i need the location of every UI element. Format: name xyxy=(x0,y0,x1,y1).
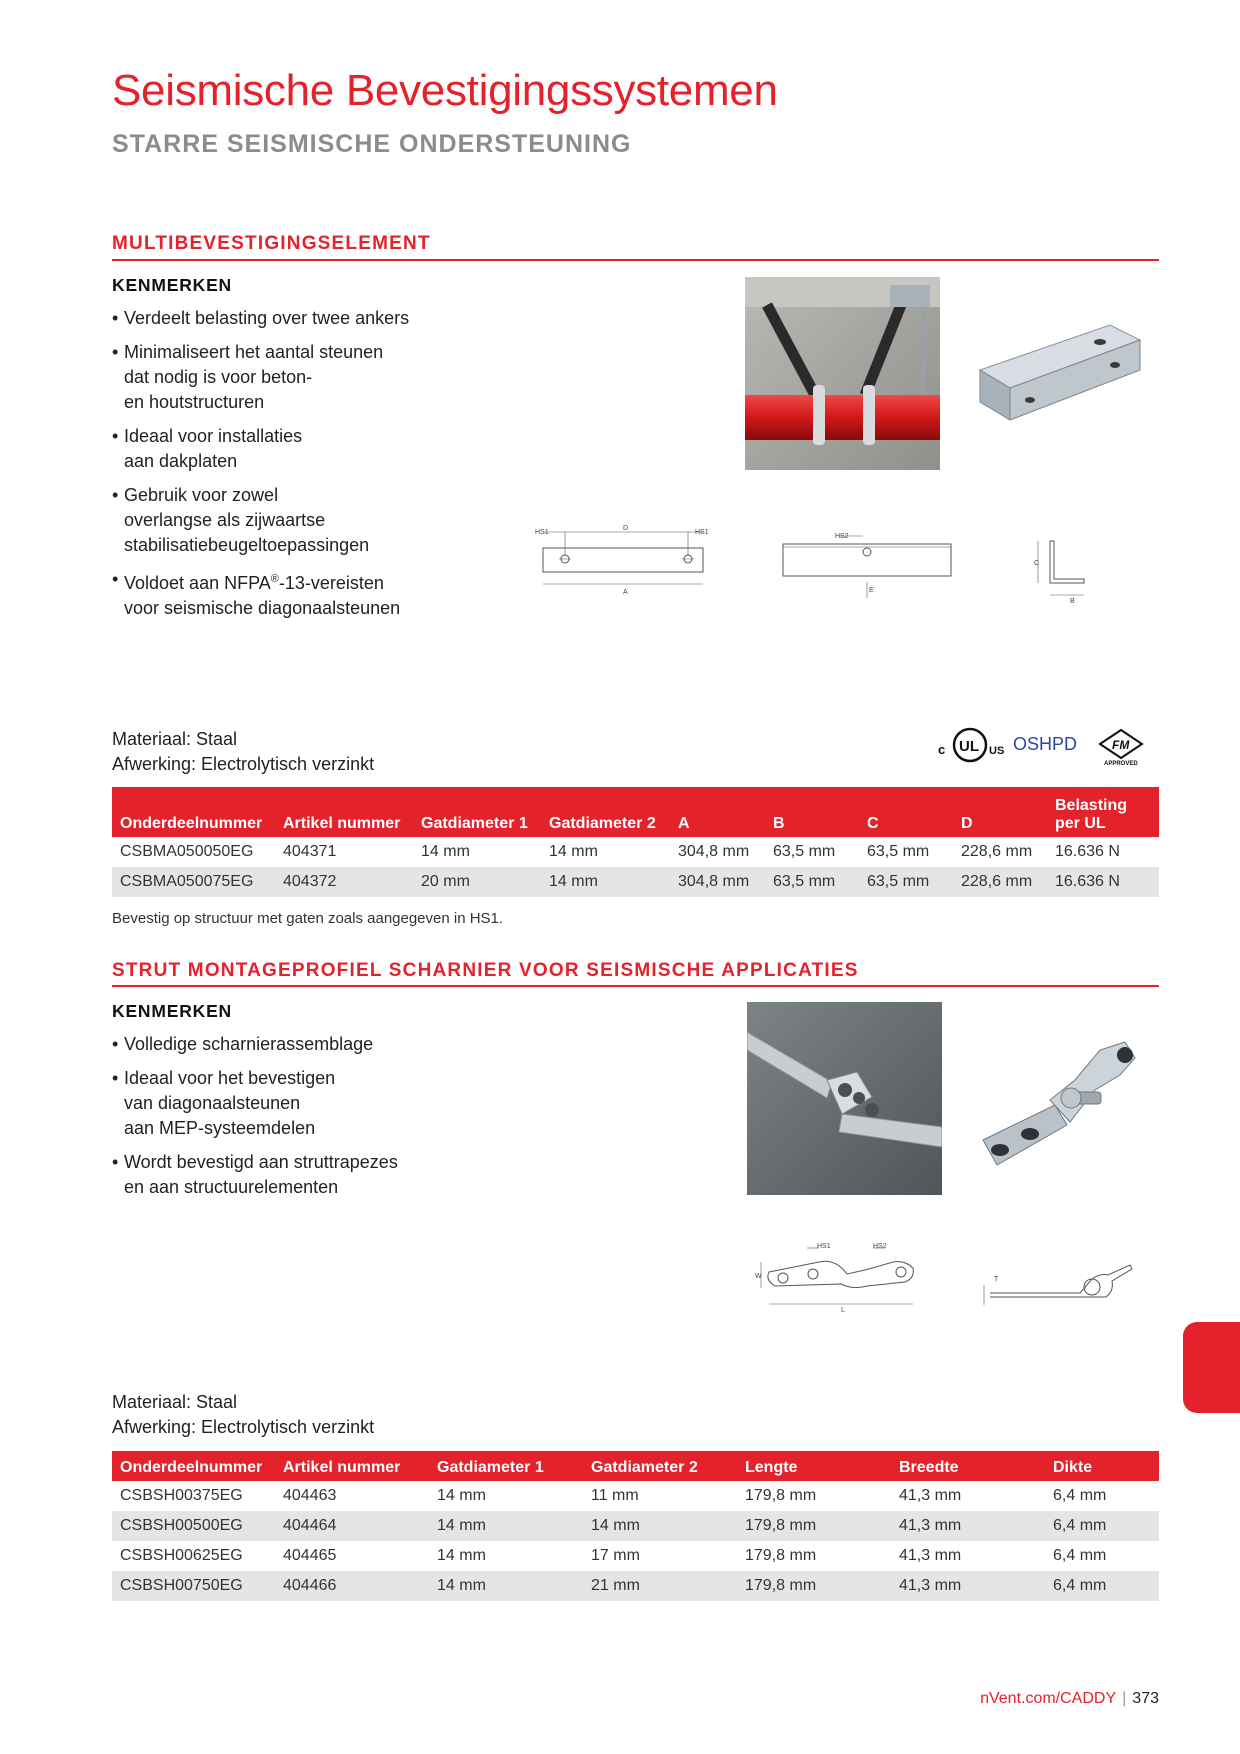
feature-item: • Verdeelt belasting over twee ankers xyxy=(112,306,532,331)
cell: 63,5 mm xyxy=(765,867,859,897)
col-gatdiameter-1: Gatdiameter 1 xyxy=(429,1451,583,1481)
footer-link[interactable]: nVent.com/CADDY xyxy=(980,1690,1117,1707)
cell: 14 mm xyxy=(437,1547,486,1564)
cell: 404372 xyxy=(275,867,413,897)
page-title: Seismische Bevestigingssystemen xyxy=(112,66,778,115)
ul-c-mark: c xyxy=(938,742,946,757)
section-rule xyxy=(112,985,1159,987)
section-heading-multibevestiging: MULTIBEVESTIGINGSELEMENT xyxy=(112,233,431,254)
feature-item: • Ideaal voor het bevestigen van diagonaalsteunen aan MEP-systeemdelen xyxy=(112,1066,532,1141)
label-b: B xyxy=(1070,598,1075,605)
page-footer xyxy=(980,1690,1159,1708)
cell: 41,3 mm xyxy=(891,1571,1045,1601)
cell: 14 mm xyxy=(421,843,470,860)
drawing-top-view xyxy=(535,522,715,602)
col-artikelnummer: Artikel nummer xyxy=(275,787,413,837)
feature-item: • Ideaal voor installaties aan dakplaten xyxy=(112,424,532,474)
col-onderdeelnummer: Onderdeelnummer xyxy=(112,1451,275,1481)
cell: 179,8 mm xyxy=(745,1487,817,1504)
cell: 6,4 mm xyxy=(1045,1571,1159,1601)
cell: 404466 xyxy=(275,1571,429,1601)
angle-bracket-image xyxy=(970,320,1145,430)
drawing-hinge-side xyxy=(980,1255,1150,1315)
label-c: C xyxy=(1034,560,1040,567)
label-a: A xyxy=(623,589,628,596)
table-row xyxy=(112,837,1159,867)
feature-list xyxy=(112,1032,532,1209)
cell: CSBSH00750EG xyxy=(112,1571,275,1601)
drawing-side-view xyxy=(775,528,955,608)
installation-photo xyxy=(745,277,940,470)
label-w: W xyxy=(755,1273,762,1280)
col-d: D xyxy=(953,787,1047,837)
cell: CSBMA050075EG xyxy=(112,867,275,897)
cell: 304,8 mm xyxy=(670,867,765,897)
cell: 14 mm xyxy=(437,1487,486,1504)
material-label: Materiaal: Staal xyxy=(112,1392,238,1412)
cell: 404464 xyxy=(275,1511,429,1541)
col-gatdiameter-1: Gatdiameter 1 xyxy=(413,787,541,837)
cell: 6,4 mm xyxy=(1045,1511,1159,1541)
oshpd-logo: OSHPD xyxy=(1013,734,1078,754)
ul-us-mark: US xyxy=(989,745,1005,757)
col-belasting: Belasting per UL xyxy=(1047,787,1159,837)
section-rule xyxy=(112,259,1159,261)
table-note: Bevestig op structuur met gaten zoals aangegeven in HS1. xyxy=(112,910,504,927)
footer-separator: | xyxy=(1122,1690,1127,1707)
col-c: C xyxy=(859,787,953,837)
table-row xyxy=(112,867,1159,897)
label-d: D xyxy=(623,525,629,532)
cell: CSBSH00375EG xyxy=(120,1487,243,1504)
feature-list xyxy=(112,306,532,630)
fm-approved: APPROVED xyxy=(1104,761,1138,766)
label-hs2: HS2 xyxy=(873,1243,887,1250)
cell: 41,3 mm xyxy=(899,1547,962,1564)
features-heading: KENMERKEN xyxy=(112,1001,232,1021)
col-a: A xyxy=(670,787,765,837)
cell: 17 mm xyxy=(591,1547,640,1564)
finish-label: Afwerking: Electrolytisch verzinkt xyxy=(112,1417,375,1437)
cell: CSBSH00500EG xyxy=(112,1511,275,1541)
cell: 228,6 mm xyxy=(953,867,1047,897)
cell: 16.636 N xyxy=(1047,867,1159,897)
cell: 63,5 mm xyxy=(859,867,953,897)
cell: 179,8 mm xyxy=(745,1547,817,1564)
material-label: Materiaal: Staal xyxy=(112,729,238,749)
col-lengte: Lengte xyxy=(737,1451,891,1481)
col-breedte: Breedte xyxy=(891,1451,1045,1481)
features-heading: KENMERKEN xyxy=(112,275,232,295)
col-b: B xyxy=(765,787,859,837)
col-gatdiameter-2: Gatdiameter 2 xyxy=(583,1451,737,1481)
cell: 16.636 N xyxy=(1055,843,1120,860)
cell: 41,3 mm xyxy=(891,1511,1045,1541)
cell: 6,4 mm xyxy=(1053,1487,1107,1504)
cell: 20 mm xyxy=(413,867,541,897)
chapter-tab xyxy=(1183,1322,1240,1413)
cell: 11 mm xyxy=(591,1487,639,1504)
spec-table-multibevestiging xyxy=(112,787,1159,897)
cell: 14 mm xyxy=(429,1571,583,1601)
fm-mark: FM xyxy=(1112,738,1130,752)
label-hs2: HS2 xyxy=(835,533,849,540)
section-heading-strut-scharnier: STRUT MONTAGEPROFIEL SCHARNIER VOOR SEISMISCHE APPLICATIES xyxy=(112,960,859,981)
col-gatdiameter-2: Gatdiameter 2 xyxy=(541,787,670,837)
label-hs1: HS1 xyxy=(817,1243,831,1250)
label-e: E xyxy=(869,587,874,594)
cell: 14 mm xyxy=(583,1511,737,1541)
certification-logos xyxy=(938,722,1160,766)
feature-item: • Volledige scharnierassemblage xyxy=(112,1032,532,1057)
table-row xyxy=(112,1541,1159,1571)
hinge-image xyxy=(975,1030,1150,1170)
cell: 14 mm xyxy=(549,843,598,860)
col-dikte: Dikte xyxy=(1045,1451,1159,1481)
cell: 404465 xyxy=(283,1547,337,1564)
hinge-installation-photo xyxy=(747,1002,942,1195)
feature-item: • Minimaliseert het aantal steunen dat nodig is voor beton- en houtstructuren xyxy=(112,340,532,415)
label-t: T xyxy=(994,1276,999,1283)
finish-label: Afwerking: Electrolytisch verzinkt xyxy=(112,754,375,774)
table-row xyxy=(112,1511,1159,1541)
label-hs1: HS1 xyxy=(535,529,549,536)
feature-item: • Gebruik voor zowel overlangse als zijwaartse stabilisatiebeugeltoepassingen xyxy=(112,483,532,558)
ul-mark: UL xyxy=(959,738,979,755)
table-row xyxy=(112,1571,1159,1601)
page-number: 373 xyxy=(1132,1690,1159,1707)
drawing-end-view xyxy=(1028,535,1098,605)
material-info xyxy=(112,1390,374,1440)
cell: CSBSH00625EG xyxy=(120,1547,243,1564)
cell: 14 mm xyxy=(541,867,670,897)
cell: 63,5 mm xyxy=(773,843,836,860)
spec-table-strut-scharnier xyxy=(112,1451,1159,1601)
cell: 41,3 mm xyxy=(899,1487,962,1504)
cell: 304,8 mm xyxy=(678,843,750,860)
cell: CSBMA050050EG xyxy=(120,843,254,860)
cell: 179,8 mm xyxy=(737,1571,891,1601)
cell: 14 mm xyxy=(429,1511,583,1541)
feature-item-nfpa: • Voldoet aan NFPA®-13-vereisten voor seismische diagonaalsteunen xyxy=(112,567,532,621)
feature-item: • Wordt bevestigd aan struttrapezes en aan structuurelementen xyxy=(112,1150,532,1200)
page-subtitle: STARRE SEISMISCHE ONDERSTEUNING xyxy=(112,130,632,158)
cell: 63,5 mm xyxy=(867,843,930,860)
col-onderdeelnummer: Onderdeelnummer xyxy=(112,787,275,837)
cell: 179,8 mm xyxy=(737,1511,891,1541)
table-row xyxy=(112,1481,1159,1511)
label-l: L xyxy=(841,1307,845,1314)
drawing-hinge-top xyxy=(755,1240,935,1315)
cell: 404371 xyxy=(283,843,337,860)
cell: 404463 xyxy=(283,1487,337,1504)
label-hs1-right: HS1 xyxy=(695,529,709,536)
col-artikelnummer: Artikel nummer xyxy=(275,1451,429,1481)
material-info xyxy=(112,727,374,777)
cell: 21 mm xyxy=(583,1571,737,1601)
cell: 6,4 mm xyxy=(1053,1547,1107,1564)
cell: 228,6 mm xyxy=(961,843,1033,860)
